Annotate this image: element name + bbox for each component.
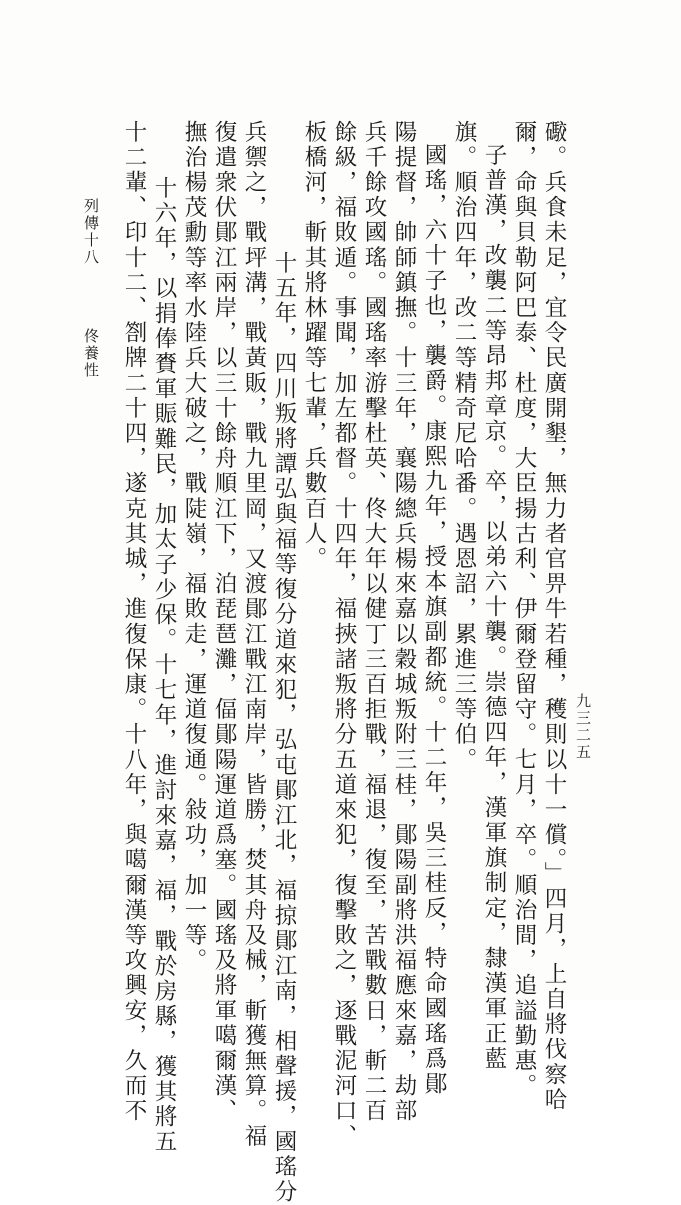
- text-column: 旗。順治四年，改二等精奇尼哈番。遇恩詔，累進三等伯。: [451, 120, 477, 773]
- text-column: 餘級，福敗遁。事聞，加左都督。十四年，福挾諸叛將分五道來犯，復擊敗之，逐戰泥河口、: [331, 120, 357, 1150]
- text-column: 十五年，四川叛將譚弘與福等復分道來犯，弘屯鄖江北，福掠鄖江南，相聲援，國瑤分: [271, 251, 297, 1205]
- text-column: 爾，命與貝勒阿巴泰、杜度，大臣揚古利、伊爾登留守。七月，卒。順治間，追謚勤惠。: [511, 120, 537, 1099]
- text-column: 板橋河，斬其將林躍等七輩，兵數百人。: [301, 120, 327, 572]
- biography-title: 佟養性: [82, 328, 100, 379]
- text-column: 撫治楊茂勳等率水陸兵大破之，戰陡嶺，福敗走，運道復通。敍功，加一等。: [181, 120, 207, 974]
- running-head: [83, 198, 98, 379]
- text-column: 子普漢，改襲二等昂邦章京。卒，以弟六十襲。崇德四年，漢軍旗制定，隸漢軍正藍: [481, 143, 507, 1072]
- chapter-label: 列傳十八: [82, 198, 100, 266]
- page-number: 九三二五: [574, 693, 592, 761]
- text-column: 國瑤，六十子也，襲爵。康熙九年，授本旗副都統。十二年，吳三桂反，特命國瑤爲鄖: [421, 143, 447, 1097]
- text-column: 兵禦之，戰坪溝，戰黃販，戰九里岡，又渡鄖江戰江南岸，皆勝，焚其舟及械，斬獲無算。福: [241, 120, 267, 1150]
- text-column: 礮。兵食未足，宜令民廣開墾，無力者官畀牛若種，穫則以十一償。」四月，上自將伐察哈: [541, 120, 567, 1113]
- text-column: 陽提督，帥師鎮撫。十三年，襄陽總兵楊來嘉以穀城叛附三桂，鄖陽副將洪福應來嘉，劫部: [391, 120, 417, 1124]
- text-column: 十二輩、印十二、劄牌二十四，遂克其城，進復保康。十八年，與噶爾漢等攻興安，久而不: [121, 120, 147, 1124]
- text-column: 十六年，以捐俸賚軍賑難民，加太子少保。十七年，進討來嘉，福，戰於房縣，獲其將五: [151, 176, 177, 1155]
- text-column: 復遣衆伏鄖江兩岸，以三十餘舟順江下，泊琵琶灘，偪鄖陽運道爲塞。國瑤及將軍噶爾漢、: [211, 120, 237, 1124]
- text-column: 兵千餘攻國瑤。國瑤率游擊杜英、佟大年以健丁三百拒戰，福退，復至，苦戰數日，斬二百: [361, 120, 387, 1124]
